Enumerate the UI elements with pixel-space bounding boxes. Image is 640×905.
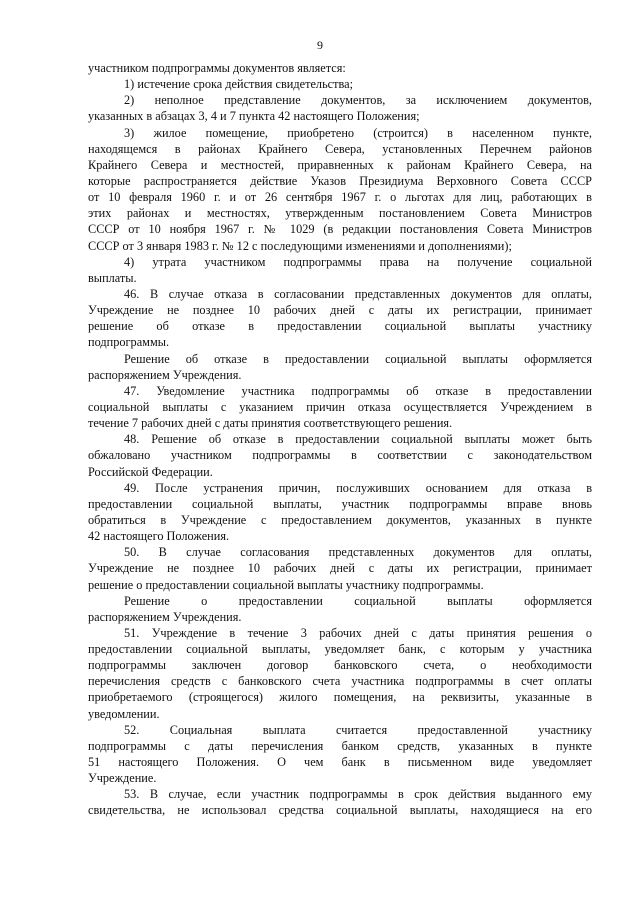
text-line: Учреждение не позднее 10 рабочих дней с даты их регистрации, принимает (88, 561, 592, 576)
text-line: подпрограммы. (88, 335, 170, 350)
text-line: 2) неполное представление документов, за исключением документов, (124, 93, 592, 108)
text-line: 1) истечение срока действия свидетельства; (124, 77, 354, 92)
text-line: распоряжением Учреждения. (88, 609, 242, 624)
text-line: распоряжением Учреждения. (88, 367, 242, 382)
text-line: 50. В случае согласования представленных документов для оплаты, (124, 545, 592, 560)
text-line: 51 настоящего Положения. О чем банк в письменном виде уведомляет (88, 755, 592, 770)
text-line: социальной выплаты с указанием причин отказа осуществляется Учреждением в (88, 399, 592, 414)
text-line: 46. В случае отказа в согласовании представленных документов для оплаты, (124, 286, 592, 301)
text-line: СССР от 10 ноября 1967 г. № 1029 (в редакции постановления Совета Министров (88, 222, 592, 237)
text-line: предоставлении социальной выплаты, участник подпрограммы вправе вновь (88, 496, 592, 511)
page-number: 9 (317, 38, 323, 52)
text-line: 51. Учреждение в течение 3 рабочих дней с даты принятия решения о (124, 625, 592, 640)
text-line: Решение об отказе в предоставлении социальной выплаты оформляется (124, 351, 592, 366)
text-line: течение 7 рабочих дней с даты принятия соответствующего решения. (88, 416, 453, 431)
text-line: 52. Социальная выплата считается предоставленной участнику (124, 722, 592, 737)
text-line: уведомлении. (88, 706, 160, 721)
text-line: перечисления средств с банковского счета участника подпрограммы в счет оплаты (88, 674, 592, 689)
text-line: предоставлении социальной выплаты, уведомляет банк, с которым у участника (88, 642, 592, 657)
text-line: 4) утрата участником подпрограммы права на получение социальной (124, 254, 592, 269)
text-line: подпрограммы заключен договор банковского счета, о необходимости (88, 658, 592, 673)
text-line: Решение о предоставлении социальной выплаты оформляется (124, 593, 592, 608)
text-line: этих районах и местностях, утвержденным постановлением Совета Министров (88, 206, 592, 221)
text-line: приобретаемого (строящегося) жилого помещения, на реквизиты, указанные в (88, 690, 592, 705)
text-line: Крайнего Севера и местностей, приравненных к районам Крайнего Севера, на (88, 157, 592, 172)
text-line: 53. В случае, если участник подпрограммы в срок действия выданного ему (124, 787, 592, 802)
text-line: обжаловано участником подпрограммы в соответствии с законодательством (88, 448, 592, 463)
text-line: свидетельства, не использовал средства социальной выплаты, находящиеся на его (88, 803, 592, 818)
text-line: СССР от 3 января 1983 г. № 12 с последующими изменениями и дополнениями); (88, 238, 512, 253)
text-line: 3) жилое помещение, приобретено (строится) в населенном пункте, (124, 125, 592, 140)
text-line: 42 настоящего Положения. (88, 529, 230, 544)
text-line: подпрограммы с даты перечисления банком средств, указанных в пункте (88, 738, 592, 753)
text-line: Учреждение. (88, 771, 157, 786)
text-line: находящемся в районах Крайнего Севера, установленных Перечнем районов (88, 141, 592, 156)
text-line: решение об отказе в предоставлении социальной выплаты участнику (88, 319, 592, 334)
text-line: Российской Федерации. (88, 464, 213, 479)
text-line: участником подпрограммы документов является: (88, 61, 346, 75)
document-body (88, 60, 592, 819)
text-line: от 10 февраля 1960 г. и от 26 сентября 1967 г. о льготах для лиц, работающих в (88, 190, 592, 205)
text-line: решение о предоставлении социальной выплаты участнику подпрограммы. (88, 577, 484, 592)
text-line: 49. После устранения причин, послуживших основанием для отказа в (124, 480, 592, 495)
text-line: 47. Уведомление участника подпрограммы об отказе в предоставлении (124, 383, 592, 398)
text-line: выплаты. (88, 270, 137, 285)
text-line: 48. Решение об отказе в предоставлении социальной выплаты может быть (124, 432, 592, 447)
text-line: указанных в абзацах 3, 4 и 7 пункта 42 настоящего Положения; (88, 109, 420, 124)
text-line: Учреждение не позднее 10 рабочих дней с даты их регистрации, принимает (88, 303, 592, 318)
text-line: которые распространяется действие Указов Президиума Верховного Совета СССР (88, 173, 592, 188)
text-line: обратиться в Учреждение с предоставлением документов, указанных в пункте (88, 512, 592, 527)
